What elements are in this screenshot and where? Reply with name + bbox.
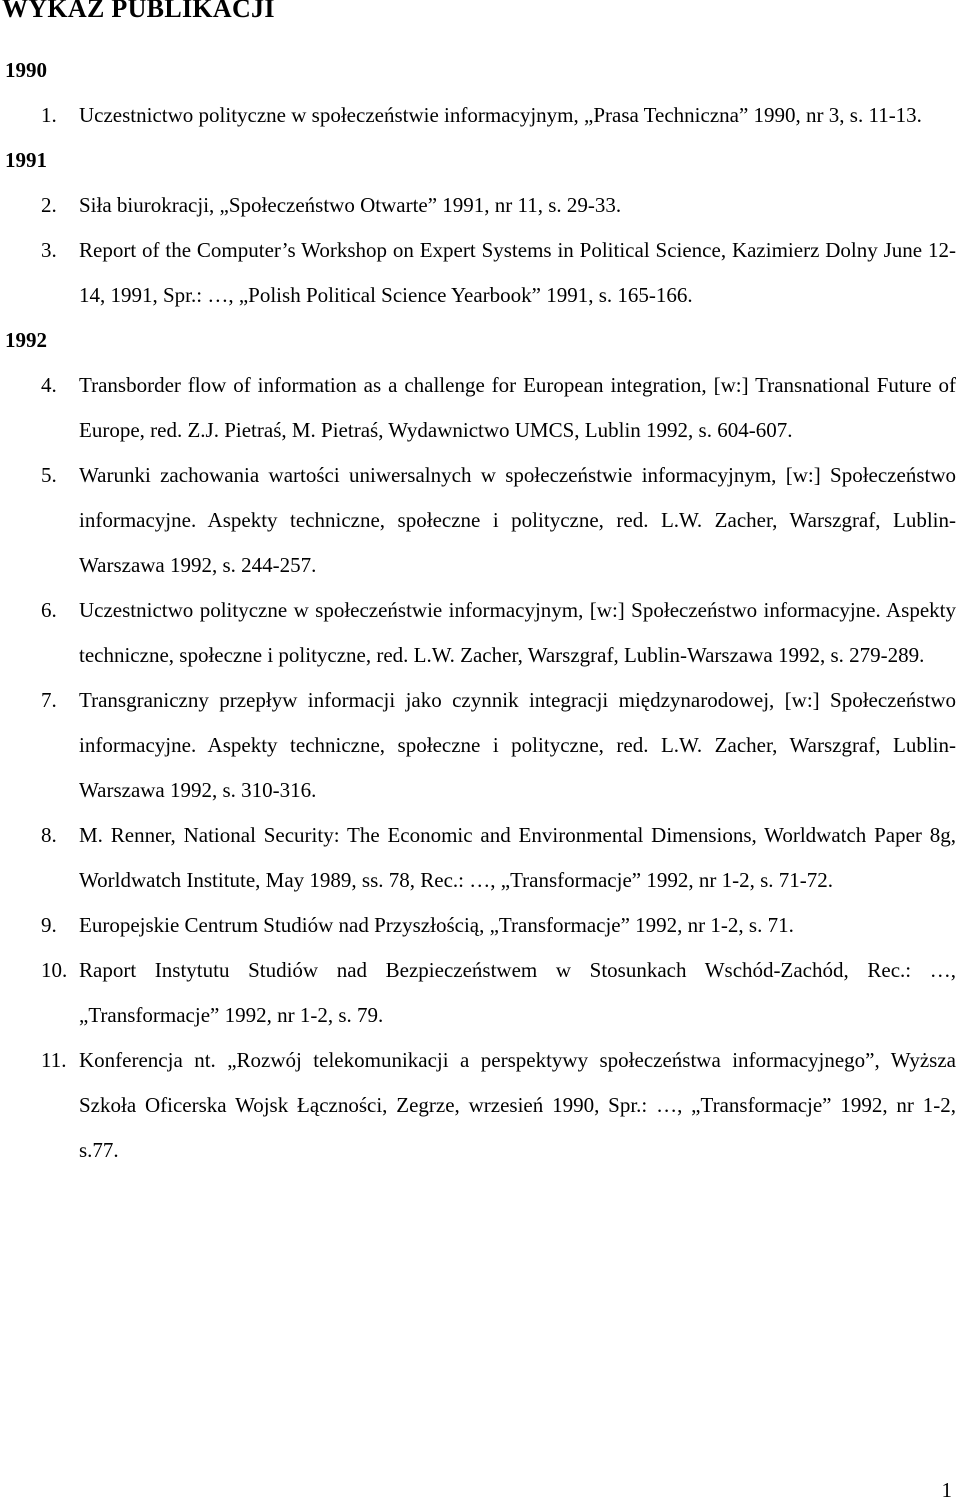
publication-item <box>0 93 960 138</box>
publication-item <box>0 588 960 678</box>
item-text: Uczestnictwo polityczne w społeczeństwie informacyjnym, [w:] Społeczeństwo informacyjne. Aspekty techniczne, społeczne i polityczne, red. L.W. Zacher, Warszgraf, Lublin-Warszawa 1992, s. 279-289. <box>79 598 956 667</box>
publication-item <box>0 948 960 1038</box>
item-text: Transborder flow of information as a challenge for European integration, [w:] Transnational Future of Europe, red. Z.J. Pietraś, M. Pietraś, Wydawnictwo UMCS, Lublin 1992, s. 604-607. <box>79 373 956 442</box>
item-number: 11. <box>41 1048 67 1072</box>
publication-item <box>0 813 960 903</box>
item-number: 6. <box>41 598 57 622</box>
item-number: 10. <box>41 958 68 982</box>
publication-item <box>0 183 960 228</box>
year-heading-1991: 1991 <box>5 148 47 172</box>
item-number: 8. <box>41 823 57 847</box>
item-text: Transgraniczny przepływ informacji jako czynnik integracji międzynarodowej, [w:] Społeczeństwo informacyjne. Aspekty techniczne, społeczne i polityczne, red. L.W. Zacher, Warszgraf, Lublin-Warszawa 1992, s. 310-316. <box>79 688 956 802</box>
item-text: Warunki zachowania wartości uniwersalnych w społeczeństwie informacyjnym, [w:] Społeczeństwo informacyjne. Aspekty techniczne, społeczne i polityczne, red. L.W. Zacher, Warszgraf, Lublin-Warszawa 1992, s. 244-257. <box>79 463 956 577</box>
item-text: Raport Instytutu Studiów nad Bezpieczeństwem w Stosunkach Wschód-Zachód, Rec.: …, „Transformacje” 1992, nr 1-2, s. 79. <box>79 958 956 1027</box>
publication-item <box>0 453 960 588</box>
item-text: Uczestnictwo polityczne w społeczeństwie informacyjnym, „Prasa Techniczna” 1990, nr 3, s. 11-13. <box>79 103 922 127</box>
item-number: 2. <box>41 193 57 217</box>
year-heading-1990: 1990 <box>5 58 47 82</box>
item-text: M. Renner, National Security: The Economic and Environmental Dimensions, Worldwatch Paper 8g, Worldwatch Institute, May 1989, ss. 78, Rec.: …, „Transformacje” 1992, nr 1-2, s. 71-72. <box>79 823 956 892</box>
item-text: Europejskie Centrum Studiów nad Przyszłością, „Transformacje” 1992, nr 1-2, s. 71. <box>79 913 794 937</box>
item-number: 3. <box>41 238 57 262</box>
item-number: 9. <box>41 913 57 937</box>
publication-list <box>0 48 960 1173</box>
item-number: 4. <box>41 373 57 397</box>
item-text: Konferencja nt. „Rozwój telekomunikacji a perspektywy społeczeństwa informacyjnego”, Wyższa Szkoła Oficerska Wojsk Łączności, Zegrze, wrzesień 1990, Spr.: …, „Transformacje” 1992, nr 1-2, s.77. <box>79 1048 956 1162</box>
page-number: 1 <box>941 1478 952 1502</box>
item-text: Report of the Computer’s Workshop on Expert Systems in Political Science, Kazimierz Dolny June 12-14, 1991, Spr.: …, „Polish Political Science Yearbook” 1991, s. 165-166. <box>79 238 956 307</box>
publication-item <box>0 228 960 318</box>
publication-item <box>0 678 960 813</box>
item-number: 5. <box>41 463 57 487</box>
year-heading-1992: 1992 <box>5 328 47 352</box>
publication-item <box>0 363 960 453</box>
item-number: 7. <box>41 688 57 712</box>
publication-item <box>0 903 960 948</box>
item-number: 1. <box>41 103 57 127</box>
item-text: Siła biurokracji, „Społeczeństwo Otwarte” 1991, nr 11, s. 29-33. <box>79 193 622 217</box>
publication-item <box>0 1038 960 1173</box>
page-title: WYKAZ PUBLIKACJI <box>2 0 275 23</box>
